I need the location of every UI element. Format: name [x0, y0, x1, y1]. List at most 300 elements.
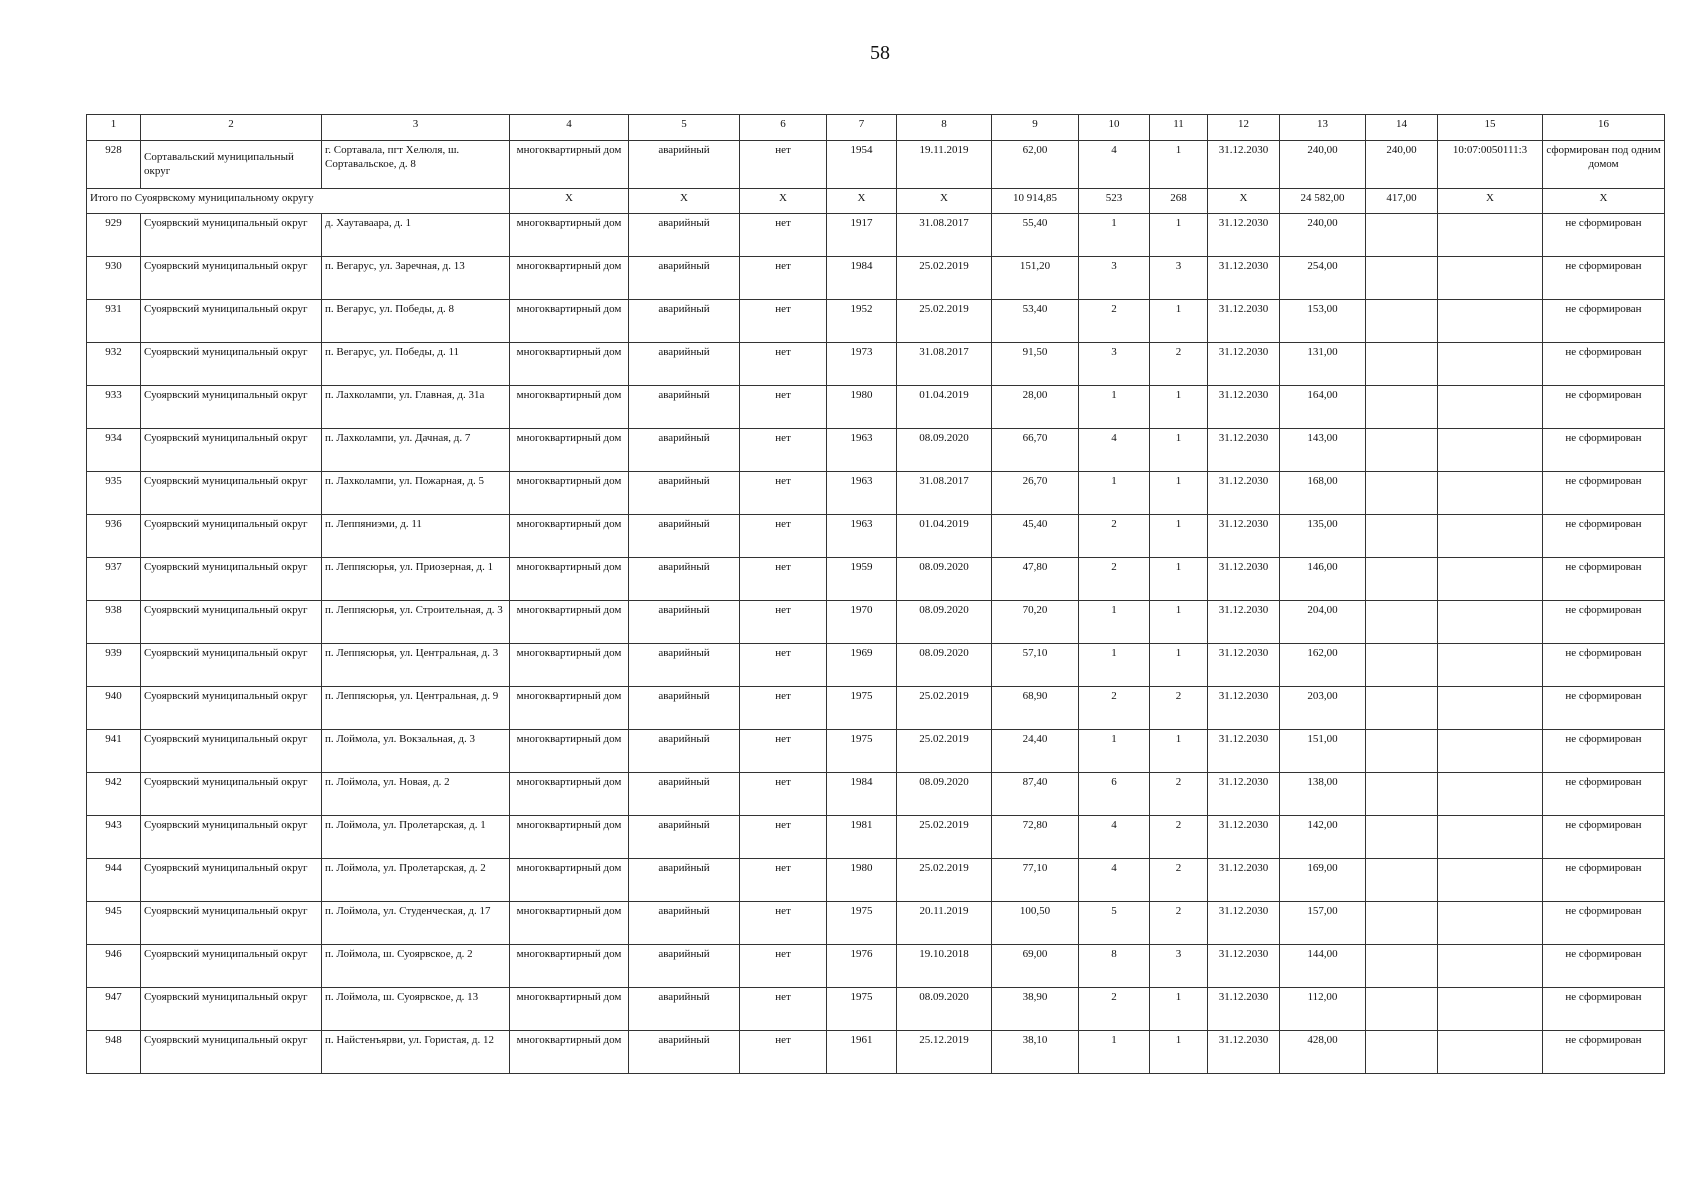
col11-cell: 3 — [1150, 257, 1208, 300]
table-row — [87, 601, 1665, 644]
status-cell: аварийный — [629, 386, 740, 429]
address-cell: п. Леппясюрья, ул. Строительная, д. 3 — [322, 601, 510, 644]
deadline-cell: 31.12.2030 — [1208, 1031, 1280, 1074]
row-number: 948 — [87, 1031, 141, 1074]
status-cell: аварийный — [629, 601, 740, 644]
col11-cell: 1 — [1150, 1031, 1208, 1074]
total-col6: Х — [740, 189, 827, 214]
col14-cell — [1366, 300, 1438, 343]
row-number: 928 — [87, 141, 141, 189]
table-row — [87, 257, 1665, 300]
year-cell: 1959 — [827, 558, 897, 601]
column-number-8: 8 — [897, 115, 992, 141]
col6-cell: нет — [740, 988, 827, 1031]
deadline-cell: 31.12.2030 — [1208, 988, 1280, 1031]
row-number: 938 — [87, 601, 141, 644]
col11-cell: 2 — [1150, 902, 1208, 945]
deadline-cell: 31.12.2030 — [1208, 214, 1280, 257]
land-status-cell: не сформирован — [1543, 601, 1665, 644]
status-cell: аварийный — [629, 773, 740, 816]
address-cell: п. Лоймола, ул. Вокзальная, д. 3 — [322, 730, 510, 773]
deadline-cell: 31.12.2030 — [1208, 257, 1280, 300]
year-cell: 1952 — [827, 300, 897, 343]
area-cell: 91,50 — [992, 343, 1079, 386]
date-cell: 08.09.2020 — [897, 558, 992, 601]
col10-cell: 4 — [1079, 429, 1150, 472]
area-cell: 69,00 — [992, 945, 1079, 988]
col10-cell: 2 — [1079, 988, 1150, 1031]
col14-cell — [1366, 644, 1438, 687]
building-type-cell: многоквартирный дом — [510, 429, 629, 472]
building-type-cell: многоквартирный дом — [510, 859, 629, 902]
year-cell: 1963 — [827, 429, 897, 472]
date-cell: 08.09.2020 — [897, 988, 992, 1031]
land-status-cell: не сформирован — [1543, 816, 1665, 859]
total-col13: 24 582,00 — [1280, 189, 1366, 214]
col10-cell: 1 — [1079, 386, 1150, 429]
address-cell: п. Леппясюрья, ул. Центральная, д. 3 — [322, 644, 510, 687]
district-cell: Суоярвский муниципальный округ — [141, 515, 322, 558]
col10-cell: 2 — [1079, 558, 1150, 601]
col6-cell: нет — [740, 257, 827, 300]
cadastral-cell — [1438, 386, 1543, 429]
row-number: 946 — [87, 945, 141, 988]
status-cell: аварийный — [629, 141, 740, 189]
area-cell: 28,00 — [992, 386, 1079, 429]
cadastral-cell — [1438, 515, 1543, 558]
date-cell: 20.11.2019 — [897, 902, 992, 945]
year-cell: 1973 — [827, 343, 897, 386]
address-cell: п. Лахколампи, ул. Главная, д. 31а — [322, 386, 510, 429]
col6-cell: нет — [740, 515, 827, 558]
row-number: 940 — [87, 687, 141, 730]
col13-cell: 146,00 — [1280, 558, 1366, 601]
area-cell: 57,10 — [992, 644, 1079, 687]
col6-cell: нет — [740, 1031, 827, 1074]
column-number-4: 4 — [510, 115, 629, 141]
date-cell: 08.09.2020 — [897, 644, 992, 687]
col14-cell — [1366, 386, 1438, 429]
col6-cell: нет — [740, 687, 827, 730]
district-cell: Суоярвский муниципальный округ — [141, 902, 322, 945]
col6-cell: нет — [740, 816, 827, 859]
area-cell: 77,10 — [992, 859, 1079, 902]
year-cell: 1975 — [827, 687, 897, 730]
land-status-cell: не сформирован — [1543, 472, 1665, 515]
status-cell: аварийный — [629, 730, 740, 773]
land-status-cell: не сформирован — [1543, 343, 1665, 386]
col6-cell: нет — [740, 429, 827, 472]
area-cell: 38,90 — [992, 988, 1079, 1031]
land-status-cell: не сформирован — [1543, 1031, 1665, 1074]
building-type-cell: многоквартирный дом — [510, 214, 629, 257]
row-number: 929 — [87, 214, 141, 257]
date-cell: 25.02.2019 — [897, 300, 992, 343]
year-cell: 1917 — [827, 214, 897, 257]
date-cell: 08.09.2020 — [897, 429, 992, 472]
cadastral-cell — [1438, 902, 1543, 945]
address-cell: п. Лахколампи, ул. Пожарная, д. 5 — [322, 472, 510, 515]
address-cell: п. Вегарус, ул. Победы, д. 11 — [322, 343, 510, 386]
land-status-cell: не сформирован — [1543, 515, 1665, 558]
year-cell: 1984 — [827, 257, 897, 300]
col13-cell: 204,00 — [1280, 601, 1366, 644]
status-cell: аварийный — [629, 816, 740, 859]
district-cell: Суоярвский муниципальный округ — [141, 257, 322, 300]
col10-cell: 3 — [1079, 343, 1150, 386]
col11-cell: 2 — [1150, 816, 1208, 859]
address-cell: п. Лоймола, ул. Пролетарская, д. 2 — [322, 859, 510, 902]
deadline-cell: 31.12.2030 — [1208, 730, 1280, 773]
building-type-cell: многоквартирный дом — [510, 902, 629, 945]
land-status-cell: не сформирован — [1543, 558, 1665, 601]
district-cell: Суоярвский муниципальный округ — [141, 730, 322, 773]
date-cell: 19.10.2018 — [897, 945, 992, 988]
district-cell: Суоярвский муниципальный округ — [141, 558, 322, 601]
col13-cell: 153,00 — [1280, 300, 1366, 343]
total-col11: 268 — [1150, 189, 1208, 214]
cadastral-cell — [1438, 644, 1543, 687]
col6-cell: нет — [740, 945, 827, 988]
cadastral-cell — [1438, 343, 1543, 386]
building-type-cell: многоквартирный дом — [510, 515, 629, 558]
col13-cell: 142,00 — [1280, 816, 1366, 859]
area-cell: 62,00 — [992, 141, 1079, 189]
total-col7: Х — [827, 189, 897, 214]
cadastral-cell — [1438, 859, 1543, 902]
cadastral-cell — [1438, 601, 1543, 644]
building-type-cell: многоквартирный дом — [510, 141, 629, 189]
col13-cell: 151,00 — [1280, 730, 1366, 773]
row-number: 945 — [87, 902, 141, 945]
column-number-3: 3 — [322, 115, 510, 141]
col11-cell: 3 — [1150, 945, 1208, 988]
col11-cell: 1 — [1150, 300, 1208, 343]
col10-cell: 1 — [1079, 601, 1150, 644]
col14-cell: 240,00 — [1366, 141, 1438, 189]
col13-cell: 203,00 — [1280, 687, 1366, 730]
district-cell: Суоярвский муниципальный округ — [141, 773, 322, 816]
address-cell: п. Лоймола, ул. Студенческая, д. 17 — [322, 902, 510, 945]
col14-cell — [1366, 773, 1438, 816]
row-number: 935 — [87, 472, 141, 515]
row-number: 943 — [87, 816, 141, 859]
year-cell: 1984 — [827, 773, 897, 816]
land-status-cell: не сформирован — [1543, 214, 1665, 257]
col10-cell: 1 — [1079, 644, 1150, 687]
col13-cell: 169,00 — [1280, 859, 1366, 902]
cadastral-cell — [1438, 773, 1543, 816]
land-status-cell: не сформирован — [1543, 730, 1665, 773]
building-type-cell: многоквартирный дом — [510, 386, 629, 429]
col14-cell — [1366, 343, 1438, 386]
col14-cell — [1366, 429, 1438, 472]
col13-cell: 131,00 — [1280, 343, 1366, 386]
area-cell: 53,40 — [992, 300, 1079, 343]
district-cell: Суоярвский муниципальный округ — [141, 687, 322, 730]
table-row — [87, 515, 1665, 558]
col10-cell: 2 — [1079, 687, 1150, 730]
row-number: 944 — [87, 859, 141, 902]
district-cell: Суоярвский муниципальный округ — [141, 343, 322, 386]
cadastral-cell: 10:07:0050111:3 — [1438, 141, 1543, 189]
column-number-6: 6 — [740, 115, 827, 141]
col13-cell: 162,00 — [1280, 644, 1366, 687]
year-cell: 1975 — [827, 988, 897, 1031]
land-status-cell: не сформирован — [1543, 300, 1665, 343]
col6-cell: нет — [740, 300, 827, 343]
date-cell: 31.08.2017 — [897, 343, 992, 386]
year-cell: 1970 — [827, 601, 897, 644]
cadastral-cell — [1438, 472, 1543, 515]
col10-cell: 5 — [1079, 902, 1150, 945]
land-status-cell: не сформирован — [1543, 386, 1665, 429]
area-cell: 45,40 — [992, 515, 1079, 558]
column-number-15: 15 — [1438, 115, 1543, 141]
status-cell: аварийный — [629, 257, 740, 300]
col10-cell: 1 — [1079, 472, 1150, 515]
area-cell: 26,70 — [992, 472, 1079, 515]
col11-cell: 1 — [1150, 386, 1208, 429]
status-cell: аварийный — [629, 988, 740, 1031]
col14-cell — [1366, 730, 1438, 773]
land-status-cell: не сформирован — [1543, 945, 1665, 988]
cadastral-cell — [1438, 687, 1543, 730]
date-cell: 25.02.2019 — [897, 816, 992, 859]
col13-cell: 168,00 — [1280, 472, 1366, 515]
col6-cell: нет — [740, 859, 827, 902]
col6-cell: нет — [740, 558, 827, 601]
district-cell: Суоярвский муниципальный округ — [141, 988, 322, 1031]
deadline-cell: 31.12.2030 — [1208, 141, 1280, 189]
col11-cell: 2 — [1150, 859, 1208, 902]
col10-cell: 4 — [1079, 816, 1150, 859]
building-type-cell: многоквартирный дом — [510, 687, 629, 730]
col10-cell: 2 — [1079, 300, 1150, 343]
deadline-cell: 31.12.2030 — [1208, 687, 1280, 730]
address-cell: п. Лоймола, ш. Суоярвское, д. 2 — [322, 945, 510, 988]
building-type-cell: многоквартирный дом — [510, 730, 629, 773]
column-number-11: 11 — [1150, 115, 1208, 141]
cadastral-cell — [1438, 429, 1543, 472]
building-type-cell: многоквартирный дом — [510, 472, 629, 515]
col11-cell: 1 — [1150, 515, 1208, 558]
col6-cell: нет — [740, 773, 827, 816]
table-row — [87, 859, 1665, 902]
land-status-cell: не сформирован — [1543, 644, 1665, 687]
status-cell: аварийный — [629, 1031, 740, 1074]
year-cell: 1980 — [827, 386, 897, 429]
date-cell: 25.02.2019 — [897, 257, 992, 300]
district-cell: Суоярвский муниципальный округ — [141, 214, 322, 257]
col13-cell: 144,00 — [1280, 945, 1366, 988]
table-row — [87, 988, 1665, 1031]
status-cell: аварийный — [629, 515, 740, 558]
table-row — [87, 386, 1665, 429]
status-cell: аварийный — [629, 687, 740, 730]
column-number-5: 5 — [629, 115, 740, 141]
table-row — [87, 300, 1665, 343]
col6-cell: нет — [740, 141, 827, 189]
col13-cell: 254,00 — [1280, 257, 1366, 300]
address-cell: п. Вегарус, ул. Заречная, д. 13 — [322, 257, 510, 300]
col14-cell — [1366, 945, 1438, 988]
table-row — [87, 472, 1665, 515]
column-number-7: 7 — [827, 115, 897, 141]
col13-cell: 112,00 — [1280, 988, 1366, 1031]
table-row — [87, 644, 1665, 687]
col11-cell: 1 — [1150, 429, 1208, 472]
area-cell: 24,40 — [992, 730, 1079, 773]
col11-cell: 2 — [1150, 343, 1208, 386]
address-cell: п. Вегарус, ул. Победы, д. 8 — [322, 300, 510, 343]
year-cell: 1976 — [827, 945, 897, 988]
district-cell: Суоярвский муниципальный округ — [141, 1031, 322, 1074]
total-col5: Х — [629, 189, 740, 214]
col14-cell — [1366, 988, 1438, 1031]
column-number-9: 9 — [992, 115, 1079, 141]
table-row — [87, 816, 1665, 859]
total-col4: Х — [510, 189, 629, 214]
building-type-cell: многоквартирный дом — [510, 773, 629, 816]
area-cell: 38,10 — [992, 1031, 1079, 1074]
col10-cell: 2 — [1079, 515, 1150, 558]
cadastral-cell — [1438, 300, 1543, 343]
district-cell: Суоярвский муниципальный округ — [141, 472, 322, 515]
col6-cell: нет — [740, 902, 827, 945]
col11-cell: 1 — [1150, 472, 1208, 515]
address-cell: п. Лоймола, ул. Пролетарская, д. 1 — [322, 816, 510, 859]
status-cell: аварийный — [629, 859, 740, 902]
col14-cell — [1366, 816, 1438, 859]
address-cell: п. Найстенъярви, ул. Гористая, д. 12 — [322, 1031, 510, 1074]
col6-cell: нет — [740, 386, 827, 429]
address-cell: д. Хаутаваара, д. 1 — [322, 214, 510, 257]
building-type-cell: многоквартирный дом — [510, 816, 629, 859]
table-row — [87, 141, 1665, 189]
col13-cell: 157,00 — [1280, 902, 1366, 945]
year-cell: 1954 — [827, 141, 897, 189]
district-cell: Суоярвский муниципальный округ — [141, 859, 322, 902]
status-cell: аварийный — [629, 644, 740, 687]
address-cell: п. Леппясюрья, ул. Приозерная, д. 1 — [322, 558, 510, 601]
building-type-cell: многоквартирный дом — [510, 1031, 629, 1074]
building-type-cell: многоквартирный дом — [510, 257, 629, 300]
area-cell: 47,80 — [992, 558, 1079, 601]
column-number-2: 2 — [141, 115, 322, 141]
col14-cell — [1366, 601, 1438, 644]
cadastral-cell — [1438, 257, 1543, 300]
col13-cell: 240,00 — [1280, 141, 1366, 189]
date-cell: 08.09.2020 — [897, 601, 992, 644]
building-type-cell: многоквартирный дом — [510, 988, 629, 1031]
row-number: 937 — [87, 558, 141, 601]
col11-cell: 1 — [1150, 214, 1208, 257]
district-cell: Суоярвский муниципальный округ — [141, 300, 322, 343]
deadline-cell: 31.12.2030 — [1208, 902, 1280, 945]
col10-cell: 1 — [1079, 730, 1150, 773]
deadline-cell: 31.12.2030 — [1208, 472, 1280, 515]
total-col8: Х — [897, 189, 992, 214]
col6-cell: нет — [740, 730, 827, 773]
date-cell: 01.04.2019 — [897, 386, 992, 429]
table-row — [87, 773, 1665, 816]
col10-cell: 4 — [1079, 859, 1150, 902]
address-cell: п. Лахколампи, ул. Дачная, д. 7 — [322, 429, 510, 472]
building-type-cell: многоквартирный дом — [510, 343, 629, 386]
district-cell: Суоярвский муниципальный округ — [141, 644, 322, 687]
status-cell: аварийный — [629, 300, 740, 343]
year-cell: 1961 — [827, 1031, 897, 1074]
total-row — [87, 189, 1665, 214]
date-cell: 25.02.2019 — [897, 687, 992, 730]
col11-cell: 1 — [1150, 141, 1208, 189]
table-row — [87, 730, 1665, 773]
col6-cell: нет — [740, 644, 827, 687]
col6-cell: нет — [740, 343, 827, 386]
land-status-cell: не сформирован — [1543, 902, 1665, 945]
total-col10: 523 — [1079, 189, 1150, 214]
table-row — [87, 429, 1665, 472]
row-number: 932 — [87, 343, 141, 386]
land-status-cell: не сформирован — [1543, 773, 1665, 816]
deadline-cell: 31.12.2030 — [1208, 300, 1280, 343]
column-number-header-row — [87, 115, 1665, 141]
col11-cell: 1 — [1150, 988, 1208, 1031]
col13-cell: 143,00 — [1280, 429, 1366, 472]
row-number: 930 — [87, 257, 141, 300]
col10-cell: 1 — [1079, 214, 1150, 257]
col14-cell — [1366, 902, 1438, 945]
total-area: 10 914,85 — [992, 189, 1079, 214]
date-cell: 25.02.2019 — [897, 859, 992, 902]
total-col14: 417,00 — [1366, 189, 1438, 214]
deadline-cell: 31.12.2030 — [1208, 644, 1280, 687]
building-type-cell: многоквартирный дом — [510, 558, 629, 601]
col13-cell: 135,00 — [1280, 515, 1366, 558]
col11-cell: 1 — [1150, 644, 1208, 687]
area-cell: 66,70 — [992, 429, 1079, 472]
table-row — [87, 945, 1665, 988]
status-cell: аварийный — [629, 429, 740, 472]
area-cell: 100,50 — [992, 902, 1079, 945]
col13-cell: 428,00 — [1280, 1031, 1366, 1074]
building-type-cell: многоквартирный дом — [510, 601, 629, 644]
deadline-cell: 31.12.2030 — [1208, 429, 1280, 472]
deadline-cell: 31.12.2030 — [1208, 558, 1280, 601]
deadline-cell: 31.12.2030 — [1208, 816, 1280, 859]
col10-cell: 1 — [1079, 1031, 1150, 1074]
year-cell: 1981 — [827, 816, 897, 859]
col14-cell — [1366, 1031, 1438, 1074]
cadastral-cell — [1438, 816, 1543, 859]
col11-cell: 2 — [1150, 687, 1208, 730]
cadastral-cell — [1438, 558, 1543, 601]
district-cell: Суоярвский муниципальный округ — [141, 945, 322, 988]
table-row — [87, 1031, 1665, 1074]
table-row — [87, 214, 1665, 257]
date-cell: 08.09.2020 — [897, 773, 992, 816]
total-label: Итого по Суоярвскому муниципальному округу — [87, 189, 510, 214]
district-cell: Суоярвский муниципальный округ — [141, 816, 322, 859]
address-cell: п. Леппясюрья, ул. Центральная, д. 9 — [322, 687, 510, 730]
district-cell: Суоярвский муниципальный округ — [141, 386, 322, 429]
col11-cell: 1 — [1150, 558, 1208, 601]
deadline-cell: 31.12.2030 — [1208, 386, 1280, 429]
deadline-cell: 31.12.2030 — [1208, 343, 1280, 386]
building-type-cell: многоквартирный дом — [510, 644, 629, 687]
column-number-10: 10 — [1079, 115, 1150, 141]
